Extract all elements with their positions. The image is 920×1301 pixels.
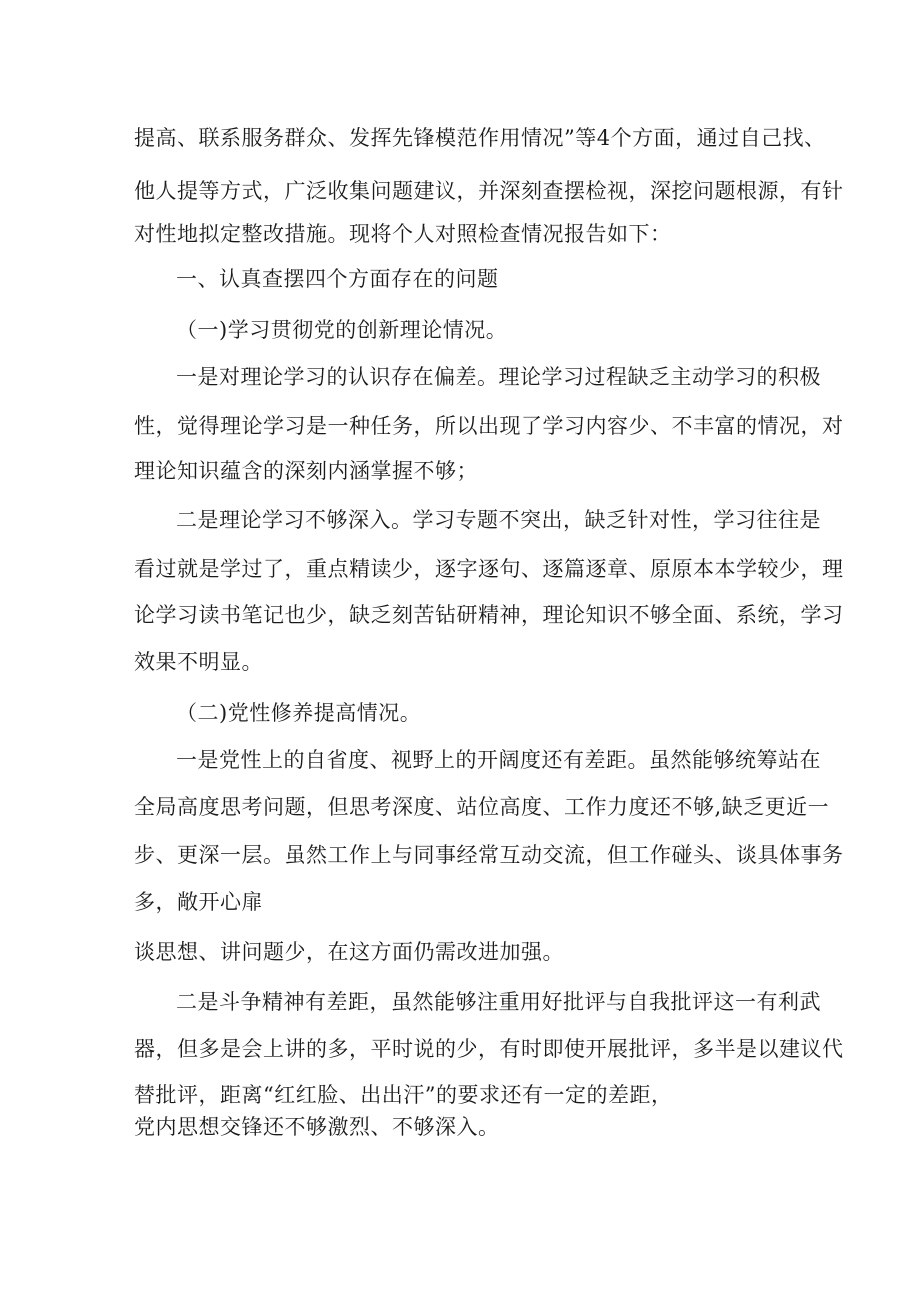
subsection-heading: （二)党性修养提高情况。 xyxy=(176,701,422,725)
text-line: 提高、联系服务群众、发挥先锋模范作用情况”等4个方面，通过自己找、 xyxy=(134,126,826,150)
text-line: 二是理论学习不够深入。学习专题不突出，缺乏针对性，学习往往是 xyxy=(176,508,821,532)
text-line: 一是对理论学习的认识存在偏差。理论学习过程缺乏主动学习的积极 xyxy=(176,365,821,389)
subsection-heading: （一)学习贯彻党的创新理论情况。 xyxy=(176,318,508,342)
text-line: 对性地拟定整改措施。现将个人对照检查情况报告如下： xyxy=(134,222,672,246)
text-line: 一是党性上的自省度、视野上的开阔度还有差距。虽然能够统筹站在 xyxy=(176,748,821,772)
text-line: 谈思想、讲问题少，在这方面仍需改进加强。 xyxy=(134,940,564,964)
text-line: 二是斗争精神有差距，虽然能够注重用好批评与自我批评这一有利武 xyxy=(176,990,821,1014)
text-line: 替批评，距离“红红脸、出出汗”的要求还有一定的差距， xyxy=(134,1083,673,1107)
text-line: 全局高度思考问题，但思考深度、站位高度、工作力度还不够,缺乏更近一 xyxy=(134,795,830,819)
text-line: 性，觉得理论学习是一种任务，所以出现了学习内容少、不丰富的情况，对 xyxy=(134,414,844,438)
text-line: 党内思想交锋还不够激烈、不够深入。 xyxy=(134,1115,500,1139)
text-line: 论学习读书笔记也少，缺乏刻苦钻研精神，理论知识不够全面、系统，学习 xyxy=(134,603,844,627)
text-line: 他人提等方式，广泛收集问题建议，并深刻查摆检视，深挖问题根源，有针 xyxy=(134,179,844,203)
text-line: 看过就是学过了，重点精读少，逐字逐句、逐篇逐章、原原本本学较少，理 xyxy=(134,557,844,581)
text-line: 步、更深一层。虽然工作上与同事经常互动交流，但工作碰头、谈具体事务 xyxy=(134,843,844,867)
text-line: 器，但多是会上讲的多，平时说的少，有时即使开展批评，多半是以建议代 xyxy=(134,1037,844,1061)
text-line: 理论知识蕴含的深刻内涵掌握不够； xyxy=(134,459,478,483)
text-line: 多，敞开心扉 xyxy=(134,890,263,914)
section-heading: 一、认真查摆四个方面存在的问题 xyxy=(176,267,499,291)
text-line: 效果不明显。 xyxy=(134,650,263,674)
